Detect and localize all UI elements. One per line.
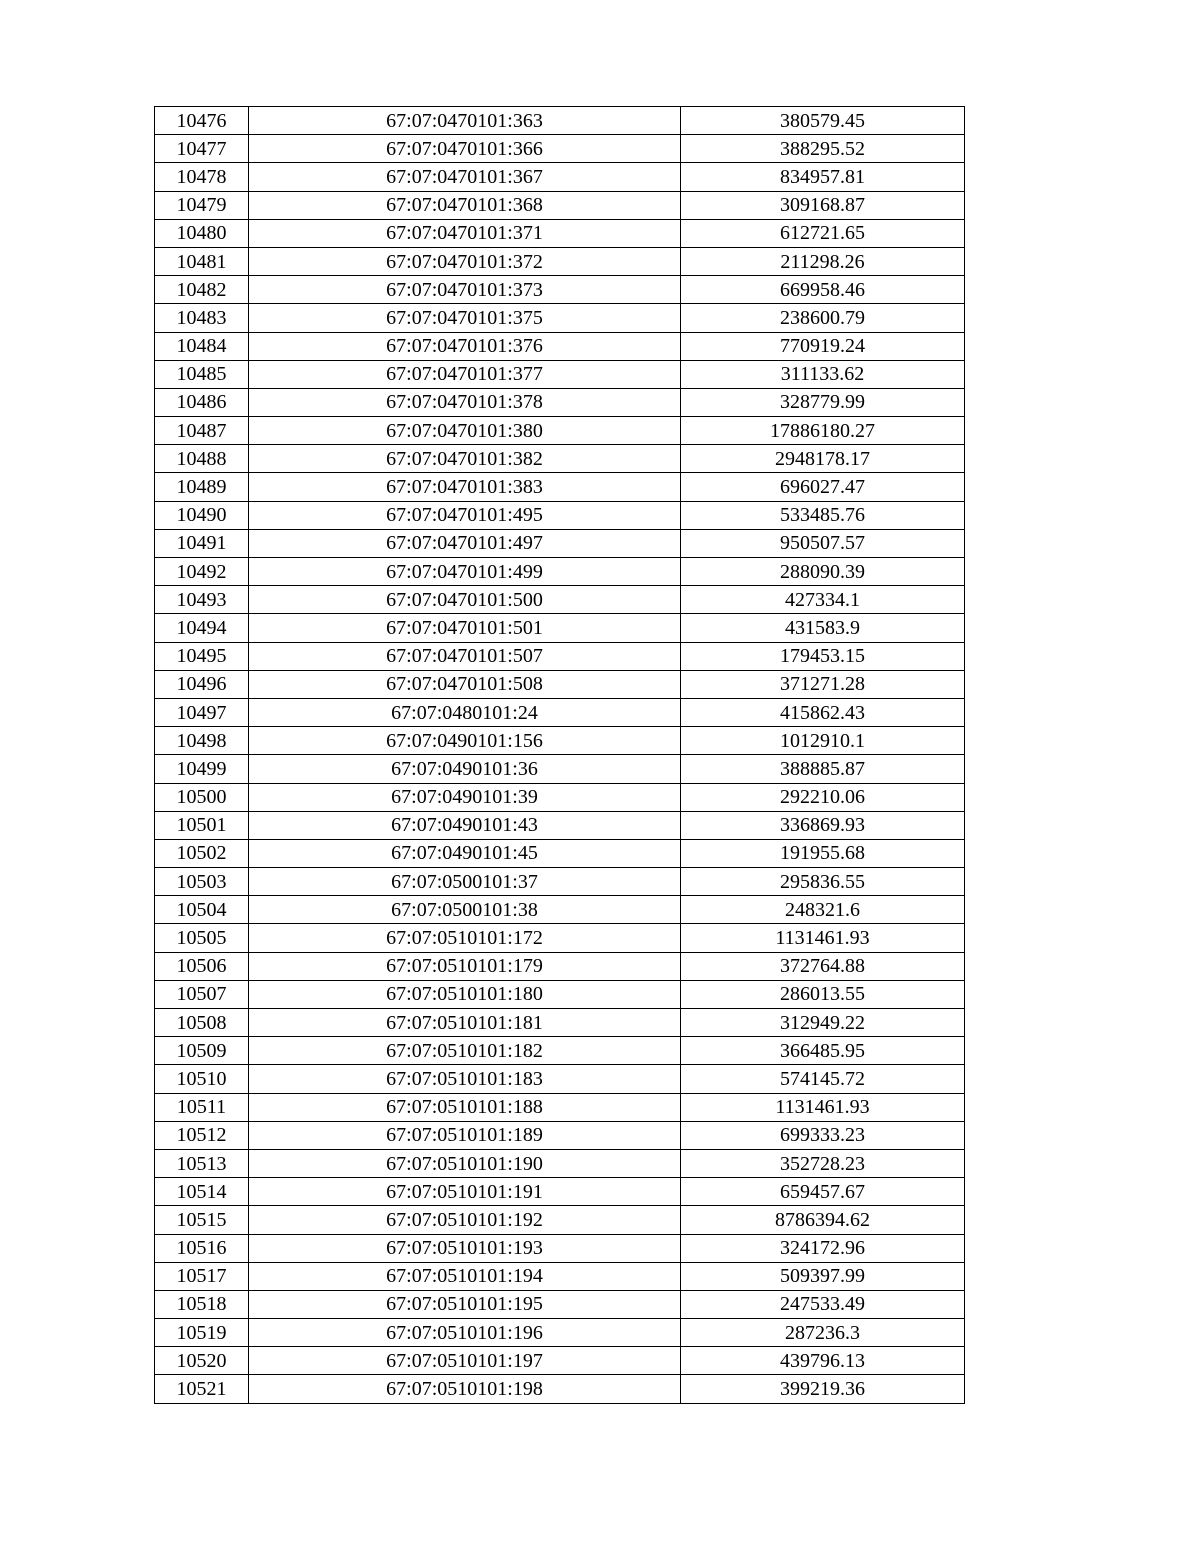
cadastral-number-cell: 67:07:0470101:373 (249, 276, 681, 304)
value-cell: 699333.23 (681, 1121, 965, 1149)
row-number-cell: 10518 (155, 1290, 249, 1318)
row-number-cell: 10497 (155, 698, 249, 726)
cadastral-number-cell: 67:07:0510101:190 (249, 1149, 681, 1177)
row-number-cell: 10515 (155, 1206, 249, 1234)
table-row (155, 332, 965, 360)
value-cell: 286013.55 (681, 980, 965, 1008)
table-row (155, 924, 965, 952)
value-cell: 179453.15 (681, 642, 965, 670)
row-number-cell: 10485 (155, 360, 249, 388)
value-cell: 336869.93 (681, 811, 965, 839)
row-number-cell: 10521 (155, 1375, 249, 1403)
row-number-cell: 10483 (155, 304, 249, 332)
table-row (155, 1149, 965, 1177)
value-cell: 427334.1 (681, 586, 965, 614)
row-number-cell: 10519 (155, 1319, 249, 1347)
table-row (155, 247, 965, 275)
row-number-cell: 10489 (155, 473, 249, 501)
table-row (155, 388, 965, 416)
value-cell: 950507.57 (681, 529, 965, 557)
cadastral-number-cell: 67:07:0470101:508 (249, 670, 681, 698)
cadastral-number-cell: 67:07:0470101:382 (249, 445, 681, 473)
row-number-cell: 10479 (155, 191, 249, 219)
table-row (155, 473, 965, 501)
row-number-cell: 10513 (155, 1149, 249, 1177)
table-row (155, 191, 965, 219)
value-cell: 431583.9 (681, 614, 965, 642)
table-row (155, 642, 965, 670)
row-number-cell: 10502 (155, 839, 249, 867)
cadastral-number-cell: 67:07:0500101:38 (249, 896, 681, 924)
table-row (155, 1178, 965, 1206)
row-number-cell: 10512 (155, 1121, 249, 1149)
table-row (155, 1009, 965, 1037)
cadastral-number-cell: 67:07:0470101:377 (249, 360, 681, 388)
cadastral-number-cell: 67:07:0470101:375 (249, 304, 681, 332)
cadastral-number-cell: 67:07:0510101:193 (249, 1234, 681, 1262)
cadastral-number-cell: 67:07:0470101:497 (249, 529, 681, 557)
row-number-cell: 10517 (155, 1262, 249, 1290)
row-number-cell: 10488 (155, 445, 249, 473)
cadastral-number-cell: 67:07:0510101:189 (249, 1121, 681, 1149)
table-row (155, 445, 965, 473)
value-cell: 1012910.1 (681, 727, 965, 755)
table-row (155, 868, 965, 896)
value-cell: 388295.52 (681, 135, 965, 163)
table-row (155, 135, 965, 163)
table-row (155, 1319, 965, 1347)
row-number-cell: 10494 (155, 614, 249, 642)
cadastral-number-cell: 67:07:0490101:39 (249, 783, 681, 811)
table-row (155, 360, 965, 388)
value-cell: 295836.55 (681, 868, 965, 896)
table-row (155, 952, 965, 980)
row-number-cell: 10478 (155, 163, 249, 191)
value-cell: 669958.46 (681, 276, 965, 304)
row-number-cell: 10477 (155, 135, 249, 163)
value-cell: 770919.24 (681, 332, 965, 360)
value-cell: 191955.68 (681, 839, 965, 867)
value-cell: 324172.96 (681, 1234, 965, 1262)
row-number-cell: 10476 (155, 107, 249, 135)
row-number-cell: 10495 (155, 642, 249, 670)
value-cell: 2948178.17 (681, 445, 965, 473)
table-row (155, 1375, 965, 1403)
table-row (155, 839, 965, 867)
value-cell: 1131461.93 (681, 1093, 965, 1121)
table-row (155, 558, 965, 586)
row-number-cell: 10514 (155, 1178, 249, 1206)
row-number-cell: 10499 (155, 755, 249, 783)
value-cell: 388885.87 (681, 755, 965, 783)
table-body (155, 107, 965, 1404)
row-number-cell: 10511 (155, 1093, 249, 1121)
value-cell: 211298.26 (681, 247, 965, 275)
table-row (155, 896, 965, 924)
cadastral-number-cell: 67:07:0510101:179 (249, 952, 681, 980)
cadastral-number-cell: 67:07:0510101:192 (249, 1206, 681, 1234)
cadastral-number-cell: 67:07:0490101:45 (249, 839, 681, 867)
row-number-cell: 10508 (155, 1009, 249, 1037)
cadastral-number-cell: 67:07:0510101:191 (249, 1178, 681, 1206)
row-number-cell: 10486 (155, 388, 249, 416)
cadastral-number-cell: 67:07:0510101:195 (249, 1290, 681, 1318)
table-row (155, 727, 965, 755)
value-cell: 366485.95 (681, 1037, 965, 1065)
row-number-cell: 10492 (155, 558, 249, 586)
row-number-cell: 10493 (155, 586, 249, 614)
value-cell: 509397.99 (681, 1262, 965, 1290)
row-number-cell: 10482 (155, 276, 249, 304)
value-cell: 399219.36 (681, 1375, 965, 1403)
row-number-cell: 10501 (155, 811, 249, 839)
table-row (155, 304, 965, 332)
table-row (155, 783, 965, 811)
table-row (155, 586, 965, 614)
value-cell: 238600.79 (681, 304, 965, 332)
table-row (155, 1065, 965, 1093)
cadastral-number-cell: 67:07:0510101:183 (249, 1065, 681, 1093)
row-number-cell: 10490 (155, 501, 249, 529)
value-cell: 574145.72 (681, 1065, 965, 1093)
table-row (155, 1234, 965, 1262)
row-number-cell: 10509 (155, 1037, 249, 1065)
value-cell: 248321.6 (681, 896, 965, 924)
value-cell: 659457.67 (681, 1178, 965, 1206)
table-row (155, 219, 965, 247)
value-cell: 380579.45 (681, 107, 965, 135)
cadastral-number-cell: 67:07:0510101:198 (249, 1375, 681, 1403)
row-number-cell: 10491 (155, 529, 249, 557)
cadastral-number-cell: 67:07:0490101:36 (249, 755, 681, 783)
table-row (155, 670, 965, 698)
value-cell: 247533.49 (681, 1290, 965, 1318)
cadastral-number-cell: 67:07:0470101:380 (249, 417, 681, 445)
row-number-cell: 10496 (155, 670, 249, 698)
cadastral-number-cell: 67:07:0470101:363 (249, 107, 681, 135)
cadastral-number-cell: 67:07:0510101:181 (249, 1009, 681, 1037)
table-row (155, 107, 965, 135)
value-cell: 292210.06 (681, 783, 965, 811)
cadastral-number-cell: 67:07:0490101:43 (249, 811, 681, 839)
value-cell: 612721.65 (681, 219, 965, 247)
cadastral-number-cell: 67:07:0470101:495 (249, 501, 681, 529)
cadastral-number-cell: 67:07:0510101:197 (249, 1347, 681, 1375)
cadastral-number-cell: 67:07:0470101:378 (249, 388, 681, 416)
table-row (155, 811, 965, 839)
table-row (155, 1290, 965, 1318)
cadastral-number-cell: 67:07:0470101:376 (249, 332, 681, 360)
table-row (155, 755, 965, 783)
cadastral-number-cell: 67:07:0480101:24 (249, 698, 681, 726)
value-cell: 415862.43 (681, 698, 965, 726)
cadastral-number-cell: 67:07:0490101:156 (249, 727, 681, 755)
row-number-cell: 10510 (155, 1065, 249, 1093)
row-number-cell: 10516 (155, 1234, 249, 1262)
row-number-cell: 10503 (155, 868, 249, 896)
cadastral-number-cell: 67:07:0510101:188 (249, 1093, 681, 1121)
value-cell: 312949.22 (681, 1009, 965, 1037)
row-number-cell: 10487 (155, 417, 249, 445)
table-row (155, 698, 965, 726)
row-number-cell: 10506 (155, 952, 249, 980)
table-row (155, 980, 965, 1008)
table-row (155, 417, 965, 445)
cadastral-number-cell: 67:07:0510101:196 (249, 1319, 681, 1347)
cadastral-number-cell: 67:07:0470101:500 (249, 586, 681, 614)
table-row (155, 614, 965, 642)
row-number-cell: 10507 (155, 980, 249, 1008)
value-cell: 309168.87 (681, 191, 965, 219)
cadastral-number-cell: 67:07:0510101:194 (249, 1262, 681, 1290)
value-cell: 311133.62 (681, 360, 965, 388)
row-number-cell: 10484 (155, 332, 249, 360)
row-number-cell: 10500 (155, 783, 249, 811)
row-number-cell: 10498 (155, 727, 249, 755)
table-row (155, 1121, 965, 1149)
table-row (155, 501, 965, 529)
table-row (155, 529, 965, 557)
cadastral-number-cell: 67:07:0470101:366 (249, 135, 681, 163)
cadastral-number-cell: 67:07:0510101:172 (249, 924, 681, 952)
value-cell: 287236.3 (681, 1319, 965, 1347)
cadastral-number-cell: 67:07:0470101:371 (249, 219, 681, 247)
cadastral-number-cell: 67:07:0470101:501 (249, 614, 681, 642)
data-table (154, 106, 965, 1404)
value-cell: 696027.47 (681, 473, 965, 501)
cadastral-number-cell: 67:07:0470101:367 (249, 163, 681, 191)
cadastral-number-cell: 67:07:0510101:182 (249, 1037, 681, 1065)
cadastral-number-cell: 67:07:0510101:180 (249, 980, 681, 1008)
row-number-cell: 10480 (155, 219, 249, 247)
table-row (155, 1347, 965, 1375)
cadastral-number-cell: 67:07:0470101:372 (249, 247, 681, 275)
cadastral-number-cell: 67:07:0470101:507 (249, 642, 681, 670)
value-cell: 288090.39 (681, 558, 965, 586)
row-number-cell: 10520 (155, 1347, 249, 1375)
value-cell: 372764.88 (681, 952, 965, 980)
value-cell: 371271.28 (681, 670, 965, 698)
row-number-cell: 10481 (155, 247, 249, 275)
table-row (155, 1262, 965, 1290)
table-row (155, 1206, 965, 1234)
table-row (155, 1093, 965, 1121)
cadastral-number-cell: 67:07:0500101:37 (249, 868, 681, 896)
value-cell: 1131461.93 (681, 924, 965, 952)
value-cell: 439796.13 (681, 1347, 965, 1375)
value-cell: 17886180.27 (681, 417, 965, 445)
cadastral-number-cell: 67:07:0470101:383 (249, 473, 681, 501)
table-row (155, 1037, 965, 1065)
value-cell: 352728.23 (681, 1149, 965, 1177)
value-cell: 328779.99 (681, 388, 965, 416)
row-number-cell: 10504 (155, 896, 249, 924)
table-row (155, 163, 965, 191)
value-cell: 834957.81 (681, 163, 965, 191)
cadastral-number-cell: 67:07:0470101:499 (249, 558, 681, 586)
table-row (155, 276, 965, 304)
cadastral-number-cell: 67:07:0470101:368 (249, 191, 681, 219)
value-cell: 8786394.62 (681, 1206, 965, 1234)
value-cell: 533485.76 (681, 501, 965, 529)
row-number-cell: 10505 (155, 924, 249, 952)
